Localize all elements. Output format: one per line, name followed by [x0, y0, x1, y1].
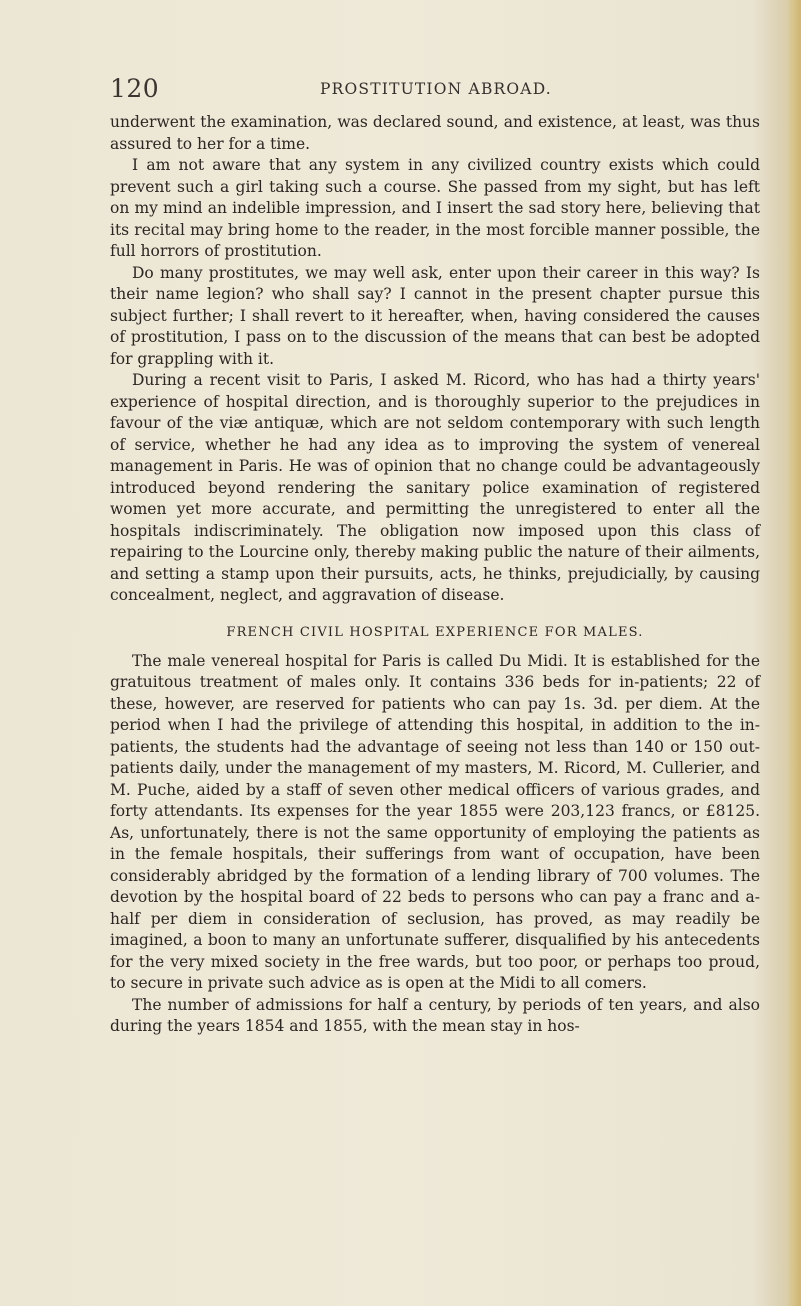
paragraph: Do many prostitutes, we may well ask, enter upon their career in this way? Is their name legion? who shall say? I cannot in the present chapter pursue this subject further; I shall revert to it hereafter, when, having considered the causes of prostitution, I pass on to the discussion of the means that can best be adopted for grappling with it.	[110, 263, 760, 368]
running-head: PROSTITUTION ABROAD.	[320, 80, 552, 98]
paragraph: The number of admissions for half a century, by periods of ten years, and also during the years 1854 and 1855, with the mean stay in hos-	[110, 995, 760, 1035]
body-text	[110, 112, 760, 1038]
paragraph: The male venereal hospital for Paris is called Du Midi. It is established for the gratuitous treatment of males only. It contains 336 beds for in-patients; 22 of these, however, are reserved for patients who can pay 1s. 3d. per diem. At the period when I had the privilege of attending this hospital, in addition to the in-patients, the students had the advantage of seeing not less than 140 or 150 out-patients daily, under the management of my masters, M. Ricord, M. Cullerier, and M. Puche, aided by a staff of seven other medical officers of various grades, and forty attendants. Its expenses for the year 1855 were 203,123 francs, or £8125. As, unfortunately, there is not the same opportunity of employing the patients as in the female hospitals, their sufferings from want of occupation, have been considerably abridged by the formation of a lending library of 700 volumes. The devotion by the hospital board of 22 beds to persons who can pay a franc and a-half per diem in consideration of seclusion, has proved, as may readily be imagined, a boon to many an unfortunate sufferer, disqualified by his antecedents for the very mixed society in the free wards, but too poor, or perhaps too proud, to secure in private such advice as is open at the Midi to all comers.	[110, 651, 760, 992]
paragraph: During a recent visit to Paris, I asked M. Ricord, who has had a thirty years' experience of hospital direction, and is thoroughly superior to the prejudices in favour of the viæ antiquæ, which are not seldom contemporary with such length of service, whether he had any idea as to improving the system of venereal management in Paris. He was of opinion that no change could be advantageously introduced beyond rendering the sanitary police examination of registered women yet more accurate, and permitting the unregistered to enter all the hospitals indiscriminately. The obligation now imposed upon this class of repairing to the Lourcine only, thereby making public the nature of their ailments, and setting a stamp upon their pursuits, acts, he thinks, prejudicially, by causing concealment, neglect, and aggravation of disease.	[110, 371, 760, 604]
section-heading: FRENCH CIVIL HOSPITAL EXPERIENCE FOR MALES.	[226, 624, 644, 640]
page-edge	[787, 0, 801, 1306]
page-number: 120	[110, 74, 160, 103]
page-header	[110, 74, 750, 104]
paragraph: I am not aware that any system in any civilized country exists which could prevent such a girl taking such a course. She passed from my sight, but has left on my mind an indelible impression, and I insert the sad story here, believing that its recital may bring home to the reader, in the most forcible manner possible, the full horrors of prostitution.	[110, 156, 760, 260]
paragraph-continued: underwent the examination, was declared sound, and existence, at least, was thus assured to her for a time.	[110, 113, 760, 153]
